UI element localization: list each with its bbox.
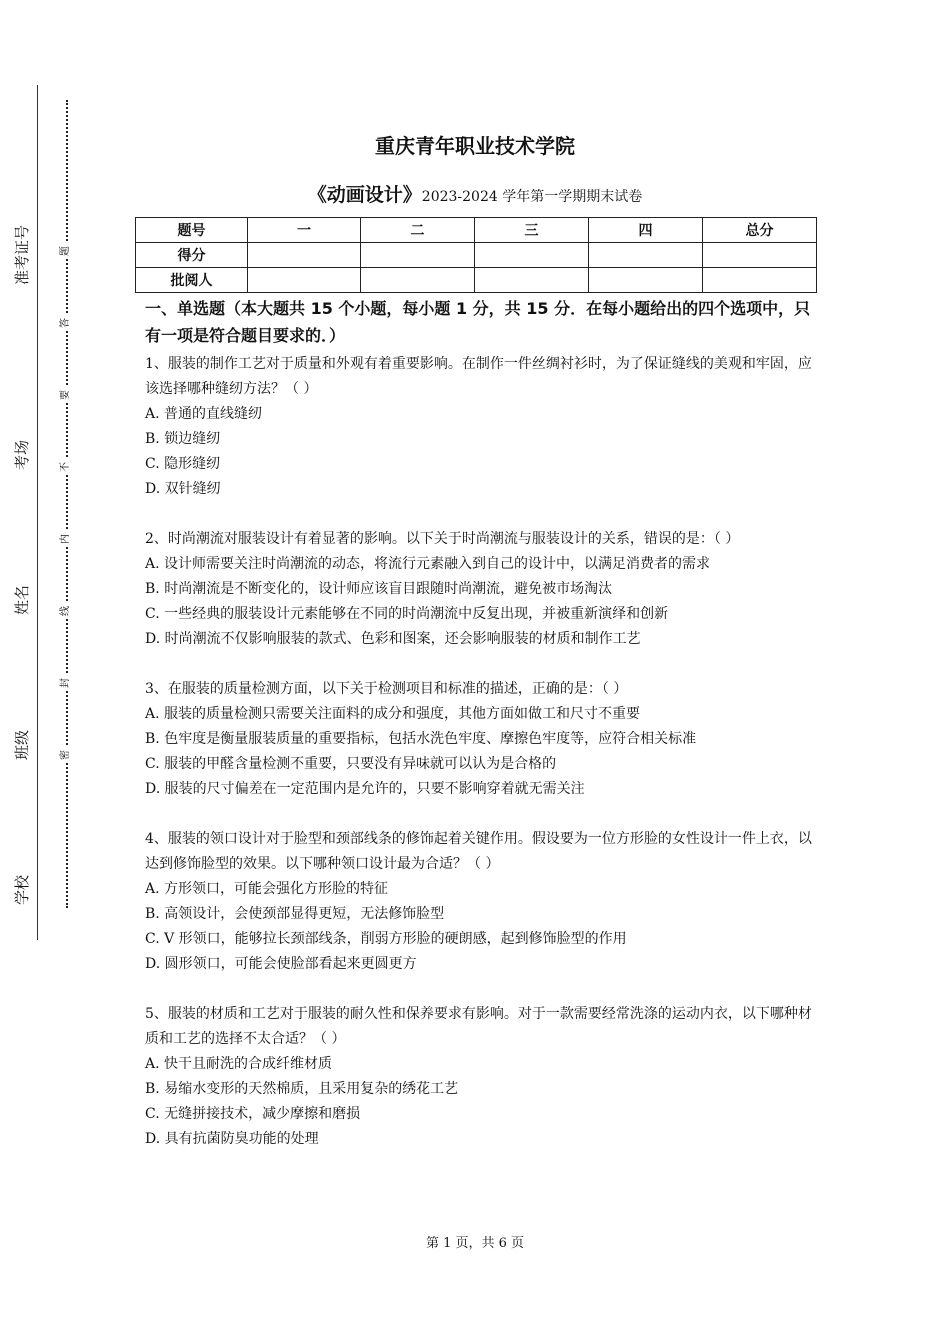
binding-field-exam-number: 准考证号 [13, 224, 31, 285]
option-b: B. 色牢度是衡量服装质量的重要指标，包括水洗色牢度、摩擦色牢度等，应符合相关标准 [145, 731, 697, 747]
exam-title [0, 180, 950, 207]
option-b: B. 时尚潮流是不断变化的，设计师应该盲目跟随时尚潮流，避免被市场淘汰 [145, 581, 613, 597]
binding-dotted-line [66, 100, 68, 908]
question-stem: 5、服装的材质和工艺对于服装的耐久性和保养要求有影响。对于一款需要经常洗涤的运动内衣，以下哪种材质和工艺的选择不太合适？（ ） [145, 1006, 812, 1047]
option-b: B. 锁边缝纫 [145, 431, 221, 447]
score-row-label: 得分 [136, 243, 248, 268]
school-name: 重庆青年职业技术学院 [375, 134, 575, 158]
question-1 [145, 352, 820, 502]
score-cell [475, 268, 589, 293]
course-name: 《动画设计》 [307, 184, 422, 206]
question-2 [145, 527, 820, 652]
option-a: A. 普通的直线缝纫 [145, 406, 263, 422]
question-stem: 3、在服装的质量检测方面，以下关于检测项目和标准的描述，正确的是：（ ） [145, 681, 628, 697]
score-table [135, 217, 817, 293]
score-cell [475, 243, 589, 268]
option-d: D. 时尚潮流不仅影响服装的款式、色彩和图案，还会影响服装的材质和制作工艺 [145, 631, 641, 647]
seal-char: 密 [58, 747, 74, 763]
option-d: D. 圆形领口，可能会使脸部看起来更圆更方 [145, 956, 417, 972]
option-c: C. 无缝拼接技术，减少摩擦和磨损 [145, 1106, 361, 1122]
option-a: A. 服装的质量检测只需要关注面料的成分和强度，其他方面如做工和尺寸不重要 [145, 706, 641, 722]
option-b: B. 易缩水变形的天然棉质，且采用复杂的绣花工艺 [145, 1081, 459, 1097]
score-cell [703, 243, 817, 268]
score-cell [703, 268, 817, 293]
option-c: C. V 形领口，能够拉长颈部线条，削弱方形脸的硬朗感，起到修饰脸型的作用 [145, 931, 627, 947]
score-row-label: 批阅人 [136, 268, 248, 293]
question-3 [145, 677, 820, 802]
page-footer: 第 1 页，共 6 页 [425, 1236, 525, 1251]
score-header-cell: 题号 [136, 218, 248, 243]
score-table-row [136, 243, 817, 268]
seal-char: 线 [58, 603, 74, 619]
binding-field-name: 姓名 [13, 584, 31, 615]
question-stem: 1、服装的制作工艺对于质量和外观有着重要影响。在制作一件丝绸衬衫时，为了保证缝线的美观和牢固，应该选择哪种缝纫方法？（ ） [145, 356, 812, 397]
score-cell [248, 268, 361, 293]
option-d: D. 服装的尺寸偏差在一定范围内是允许的，只要不影响穿着就无需关注 [145, 781, 585, 797]
score-cell [361, 243, 475, 268]
score-cell [589, 268, 703, 293]
option-a: A. 设计师需要关注时尚潮流的动态，将流行元素融入到自己的设计中，以满足消费者的需求 [145, 556, 711, 572]
question-stem: 4、服装的领口设计对于脸型和颈部线条的修饰起着关键作用。假设要为一位方形脸的女性设计一件上衣，以达到修饰脸型的效果。以下哪种领口设计最为合适？（ ） [145, 831, 812, 872]
seal-char: 内 [58, 531, 74, 547]
option-d: D. 具有抗菌防臭功能的处理 [145, 1131, 319, 1147]
seal-char: 题 [58, 243, 74, 259]
binding-field-class: 班级 [13, 729, 31, 760]
score-header-cell: 二 [361, 218, 475, 243]
score-cell [361, 268, 475, 293]
score-header-cell: 总分 [703, 218, 817, 243]
binding-solid-line [37, 85, 38, 940]
section-title: 一、单选题（本大题共 15 个小题，每小题 1 分，共 15 分．在每小题给出的四个选项中，只有一项是符合题目要求的．） [145, 299, 811, 345]
score-table-header-row [136, 218, 817, 243]
question-4 [145, 827, 820, 977]
option-a: A. 方形领口，可能会强化方形脸的特征 [145, 881, 389, 897]
binding-field-school: 学校 [13, 874, 31, 905]
option-c: C. 隐形缝纫 [145, 456, 221, 472]
exam-term: 2023-2024 学年第一学期期末试卷 [421, 189, 643, 205]
seal-char: 不 [58, 459, 74, 475]
option-c: C. 一些经典的服装设计元素能够在不同的时尚潮流中反复出现，并被重新演绎和创新 [145, 606, 669, 622]
option-d: D. 双针缝纫 [145, 481, 221, 497]
score-cell [248, 243, 361, 268]
question-5 [145, 1002, 820, 1152]
score-header-cell: 三 [475, 218, 589, 243]
binding-field-exam-room: 考场 [13, 439, 31, 470]
question-section [145, 295, 820, 1152]
score-cell [589, 243, 703, 268]
option-b: B. 高领设计，会使颈部显得更短，无法修饰脸型 [145, 906, 445, 922]
seal-char: 答 [58, 315, 74, 331]
seal-char: 封 [58, 675, 74, 691]
option-c: C. 服装的甲醛含量检测不重要，只要没有异味就可以认为是合格的 [145, 756, 557, 772]
seal-char: 要 [58, 387, 74, 403]
score-header-cell: 一 [248, 218, 361, 243]
option-a: A. 快干且耐洗的合成纤维材质 [145, 1056, 333, 1072]
score-table-row [136, 268, 817, 293]
score-header-cell: 四 [589, 218, 703, 243]
question-stem: 2、时尚潮流对服装设计有着显著的影响。以下关于时尚潮流与服装设计的关系，错误的是：（ ） [145, 531, 740, 547]
